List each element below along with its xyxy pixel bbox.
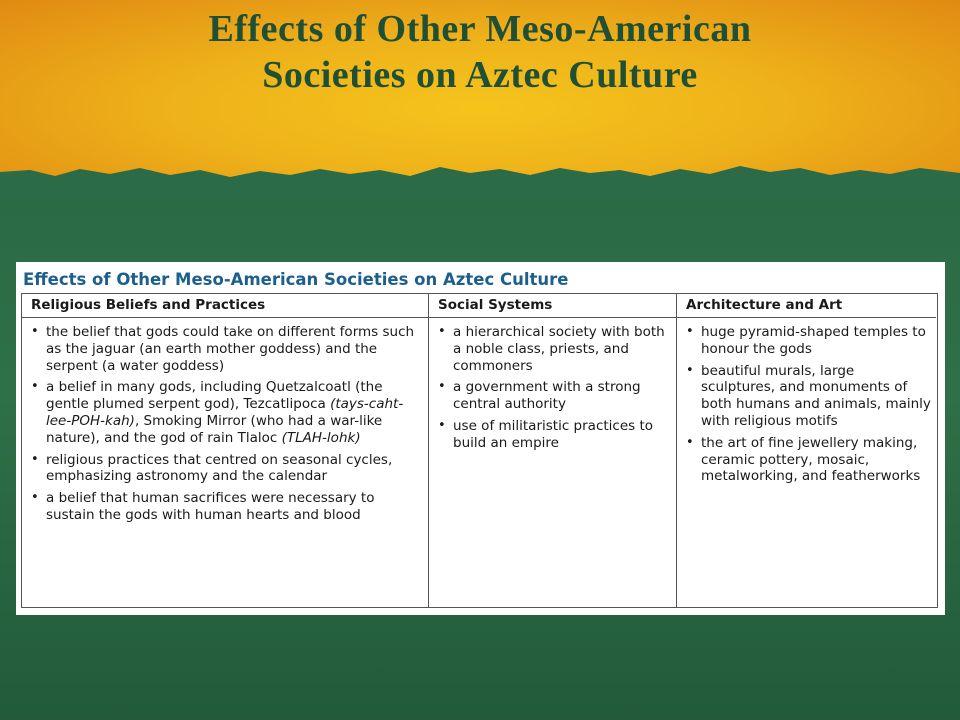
comparison-table-image (16, 262, 945, 615)
slide-title-line-1: Effects of Other Meso-American (208, 8, 752, 50)
column-religious-beliefs (22, 294, 428, 607)
list-item: • the art of fine jewellery making, ceramic pottery, mosaic, metalworking, and featherworks (701, 435, 932, 485)
list-item: • religious practices that centred on seasonal cycles, emphasizing astronomy and the calendar (46, 452, 424, 486)
list-item: • huge pyramid-shaped temples to honour the gods (701, 324, 932, 358)
slide-title-line-2: Societies on Aztec Culture (262, 54, 698, 96)
list-item: • a belief in many gods, including Quetzalcoatl (the gentle plumed serpent god), Tezcatlipoca (tays-caht-lee-POH-kah), Smoking Mirror (who had a war-like nature), and the god of rain Tlaloc (TLAH-lohk) (46, 379, 424, 446)
bullet-list (22, 318, 428, 524)
bullet-list (429, 318, 676, 452)
list-item: • a belief that human sacrifices were necessary to sustain the gods with human hearts and blood (46, 490, 424, 524)
column-social-systems (428, 294, 676, 607)
list-item: • beautiful murals, large sculptures, and monuments of both humans and animals, mainly with religious motifs (701, 363, 932, 430)
column-header: Architecture and Art (677, 294, 936, 318)
list-item: • a hierarchical society with both a noble class, priests, and commoners (453, 324, 672, 374)
list-item: • a government with a strong central authority (453, 379, 672, 413)
column-header: Religious Beliefs and Practices (22, 294, 428, 318)
column-header: Social Systems (429, 294, 676, 318)
list-item: • the belief that gods could take on different forms such as the jaguar (an earth mother goddess) and the serpent (a water goddess) (46, 324, 424, 374)
slide-title (0, 6, 960, 98)
comparison-table (21, 293, 938, 608)
list-item: • use of militaristic practices to build an empire (453, 418, 672, 452)
column-architecture-art (676, 294, 936, 607)
table-heading: Effects of Other Meso-American Societies on Aztec Culture (23, 270, 569, 289)
bullet-list (677, 318, 936, 485)
torn-paper-edge (0, 150, 960, 200)
